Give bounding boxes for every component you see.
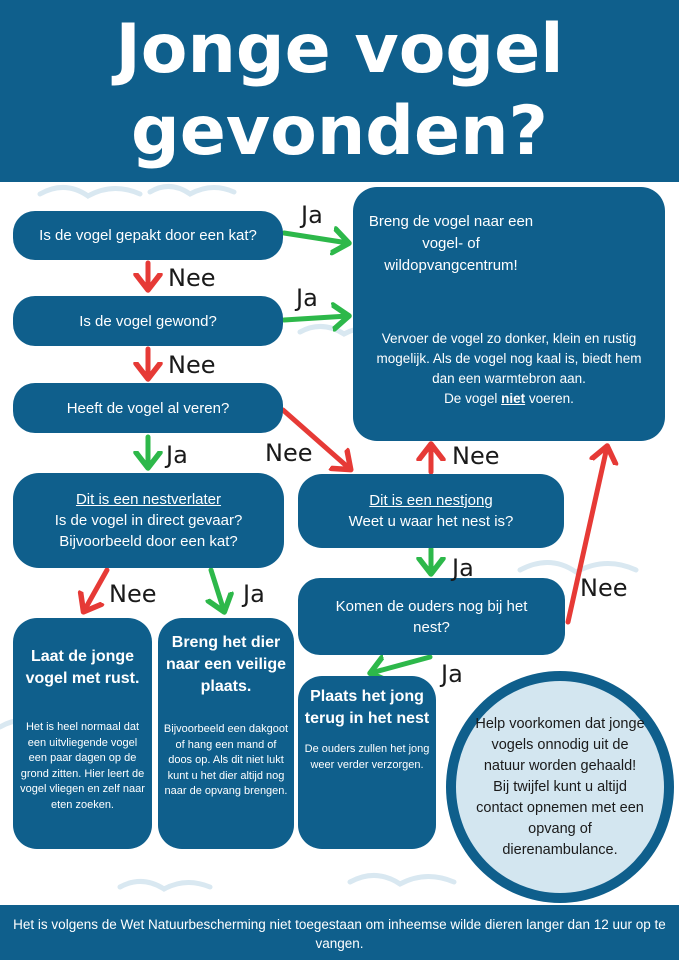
card-veilige-plaats <box>158 618 294 849</box>
label-nee-nestjong: Nee <box>452 442 500 470</box>
question-feathers: Heeft de vogel al veren? <box>13 383 283 433</box>
card-veilig-body: Bijvoorbeeld een dakgoot of hang een mand of doos op. Als dit niet lukt kunt u het dier altijd nog naar de opvang brengen. <box>163 723 289 797</box>
label-ja-nestjong: Ja <box>452 554 474 582</box>
arrow-nestverlater-yes <box>211 570 224 611</box>
card-terug-title: Plaats het jong terug in het nest <box>304 688 430 727</box>
label-ja-injured: Ja <box>296 284 318 312</box>
opvang-feed-post: voeren. <box>528 391 574 406</box>
nestjong-box <box>298 474 564 548</box>
opvang-heading <box>353 211 549 277</box>
page-title-line1: Jonge vogel <box>115 10 564 89</box>
card-terug-in-nest <box>298 676 436 849</box>
opvang-transport-text: Vervoer de vogel zo donker, klein en rustig mogelijk. Als de vogel nog kaal is, biedt hem dan een warmtebron aan. <box>376 331 642 386</box>
opvang-body <box>367 329 651 409</box>
info-circle-text: Help voorkomen dat jonge vogels onnodig uit de natuur worden gehaald! Bij twijfel kunt u altijd contact opnemen met een opvang of dierenambulance. <box>475 715 645 858</box>
info-circle <box>446 671 674 903</box>
card-laat-met-rust <box>13 618 152 849</box>
nestverlater-example: Bijvoorbeeld door een kat? <box>59 533 238 550</box>
opvang-feed-pre: De vogel <box>444 391 498 406</box>
label-ja-cat: Ja <box>301 201 323 229</box>
opvang-heading-line1: Breng de vogel naar een <box>368 213 534 230</box>
card-terug-body: De ouders zullen het jong weer verder verzorgen. <box>304 743 430 771</box>
nestjong-question: Weet u waar het nest is? <box>348 513 514 530</box>
nestverlater-box <box>13 473 284 568</box>
label-nee-injured: Nee <box>168 351 216 379</box>
label-ja-nestverlater: Ja <box>243 580 265 608</box>
question-cat: Is de vogel gepakt door een kat? <box>13 211 283 260</box>
nestverlater-heading: Dit is een nestverlater <box>75 491 222 508</box>
footer-legal-text: Het is volgens de Wet Natuurbescherming niet toegestaan om inheemse wilde dieren langer dan 12 uur op te vangen. <box>13 917 666 951</box>
arrow-ouders-yes <box>371 657 430 673</box>
question-injured: Is de vogel gewond? <box>13 296 283 346</box>
footer-banner <box>0 905 679 960</box>
label-ja-feathers: Ja <box>166 441 188 469</box>
nestjong-heading: Dit is een nestjong <box>369 492 493 509</box>
nestverlater-danger-question: Is de vogel in direct gevaar? <box>54 512 243 529</box>
card-veilig-title: Breng het dier naar een veilige plaats. <box>165 634 287 695</box>
card-rust-title: Laat de jonge vogel met rust. <box>25 648 140 687</box>
question-ouders: Komen de ouders nog bij het nest? <box>298 578 565 655</box>
opvang-feed-emphasis: niet <box>501 391 526 406</box>
label-nee-cat: Nee <box>168 264 216 292</box>
label-nee-feathers: Nee <box>265 439 313 467</box>
page-title-line2: gevonden? <box>131 92 548 171</box>
label-nee-ouders: Nee <box>580 574 628 602</box>
opvang-heading-line2: vogel- of <box>422 235 480 252</box>
card-rust-body: Het is heel normaal dat een uitvliegende vogel een paar dagen op de grond zitten. Hier leert de vogel vliegen en zelf naar eten zoeken. <box>20 721 145 811</box>
label-nee-nestverlater: Nee <box>109 580 157 608</box>
opvang-heading-line3: wildopvangcentrum! <box>384 257 518 274</box>
arrow-cat-yes <box>284 233 348 243</box>
label-ja-ouders: Ja <box>441 660 463 688</box>
arrow-injured-yes <box>284 316 348 320</box>
arrow-nestverlater-no <box>84 570 107 611</box>
opvang-box <box>353 187 665 441</box>
